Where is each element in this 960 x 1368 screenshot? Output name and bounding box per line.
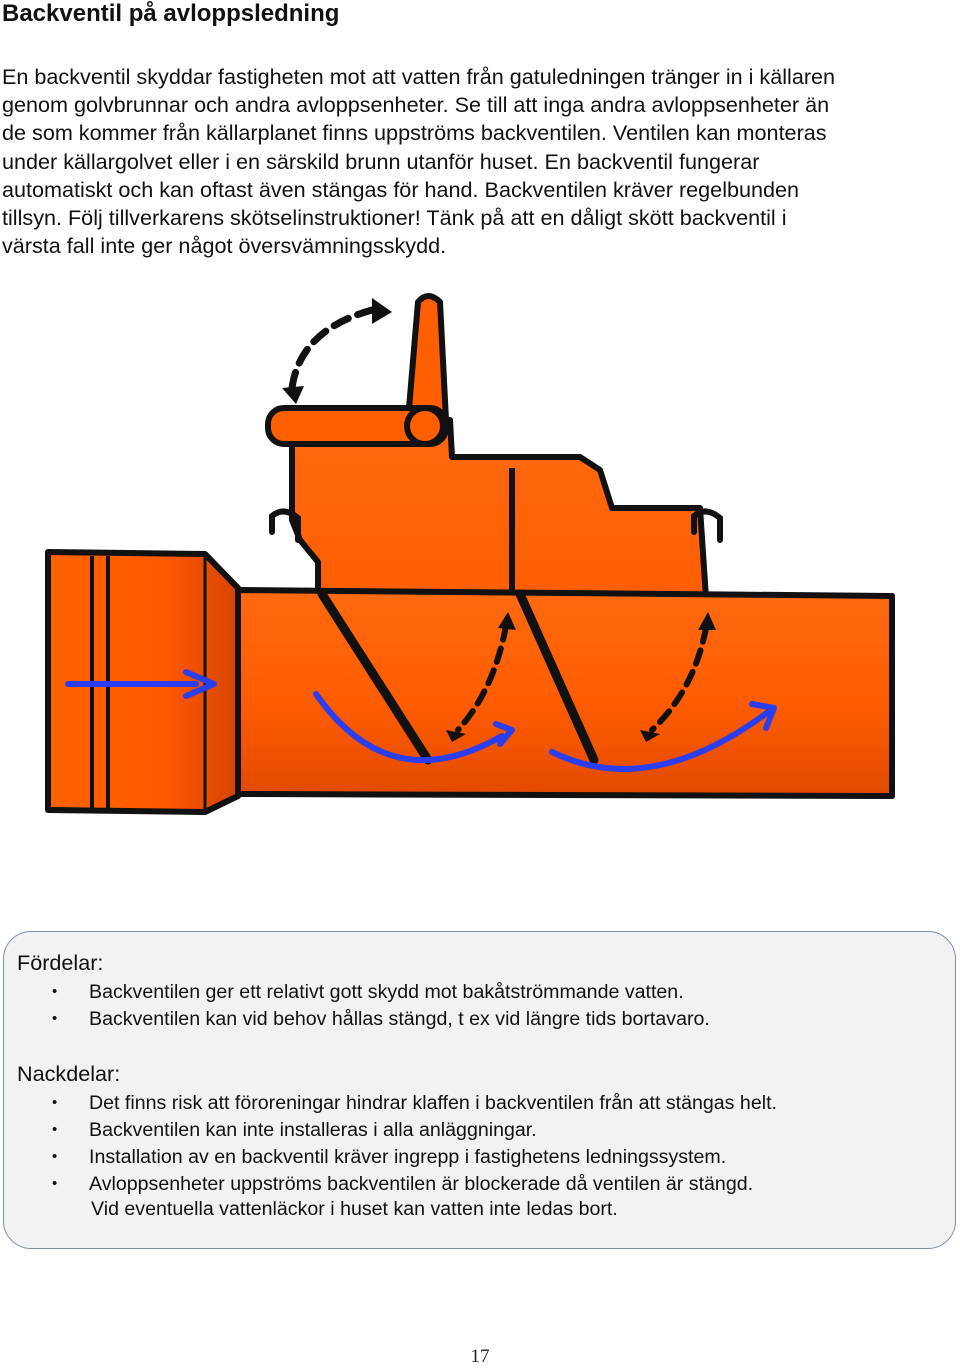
page-title: Backventil på avloppsledning — [2, 0, 340, 27]
bullet-icon: • — [52, 983, 58, 1000]
valve-lever-pivot — [407, 408, 443, 444]
page-number: 17 — [470, 1346, 490, 1367]
bullet-icon: • — [52, 1010, 58, 1027]
pros-cons-box — [3, 931, 956, 1249]
disadvantages-heading: Nackdelar: — [17, 1061, 121, 1086]
disadvantage-text: Backventilen kan inte installeras i alla anläggningar. — [89, 1119, 537, 1141]
intro-line: värsta fall inte ger något översvämningsskydd. — [2, 233, 447, 259]
intro-line: automatiskt och kan oftast även stängas för hand. Backventilen kräver regelbunden — [2, 176, 800, 202]
bullet-icon: • — [52, 1148, 58, 1165]
disadvantage-text: Det finns risk att föroreningar hindrar klaffen i backventilen från att stängas helt. — [89, 1092, 777, 1114]
advantage-item — [52, 1008, 710, 1031]
intro-paragraph — [2, 63, 952, 260]
lever-swing-arrowhead-top — [372, 298, 392, 324]
advantage-text: Backventilen kan vid behov hållas stängd, t ex vid längre tids bortavaro. — [89, 1008, 710, 1030]
backflow-valve-illustration — [0, 285, 960, 845]
advantage-item — [52, 981, 684, 1004]
disadvantage-text: Installation av en backventil kräver ingrepp i fastighetens ledningssystem. — [89, 1146, 727, 1168]
bullet-icon: • — [52, 1175, 58, 1192]
disadvantage-item — [52, 1119, 537, 1142]
advantage-text: Backventilen ger ett relativt gott skydd mot bakåtströmmande vatten. — [89, 981, 684, 1003]
disadvantage-item — [52, 1173, 753, 1196]
advantages-heading: Fördelar: — [17, 950, 104, 975]
disadvantage-continuation: Vid eventuella vattenläckor i huset kan vatten inte ledas bort. — [91, 1198, 618, 1220]
intro-line: En backventil skyddar fastigheten mot att vatten från gatuledningen tränger in i källaren — [2, 64, 836, 89]
lever-swing-arrowhead-bottom — [282, 386, 304, 404]
intro-line: genom golvbrunnar och andra avloppsenheter. Se till att inga andra avloppsenheter än — [2, 92, 830, 118]
disadvantage-item — [52, 1146, 726, 1169]
disadvantage-text: Avloppsenheter uppströms backventilen är blockerade då ventilen är stängd. — [89, 1173, 754, 1195]
bullet-icon: • — [52, 1121, 58, 1138]
lever-swing-arrow — [292, 310, 372, 388]
bullet-icon: • — [52, 1094, 58, 1111]
disadvantage-item — [52, 1092, 777, 1115]
intro-line: tillsyn. Följ tillverkarens skötselinstruktioner! Tänk på att en dåligt skött backventil i — [2, 205, 787, 231]
intro-line: de som kommer från källarplanet finns uppströms backventilen. Ventilen kan monteras — [2, 120, 827, 146]
intro-line: under källargolvet eller i en särskild brunn utanför huset. En backventil fungerar — [2, 148, 760, 174]
valve-lever-handle — [408, 296, 446, 420]
